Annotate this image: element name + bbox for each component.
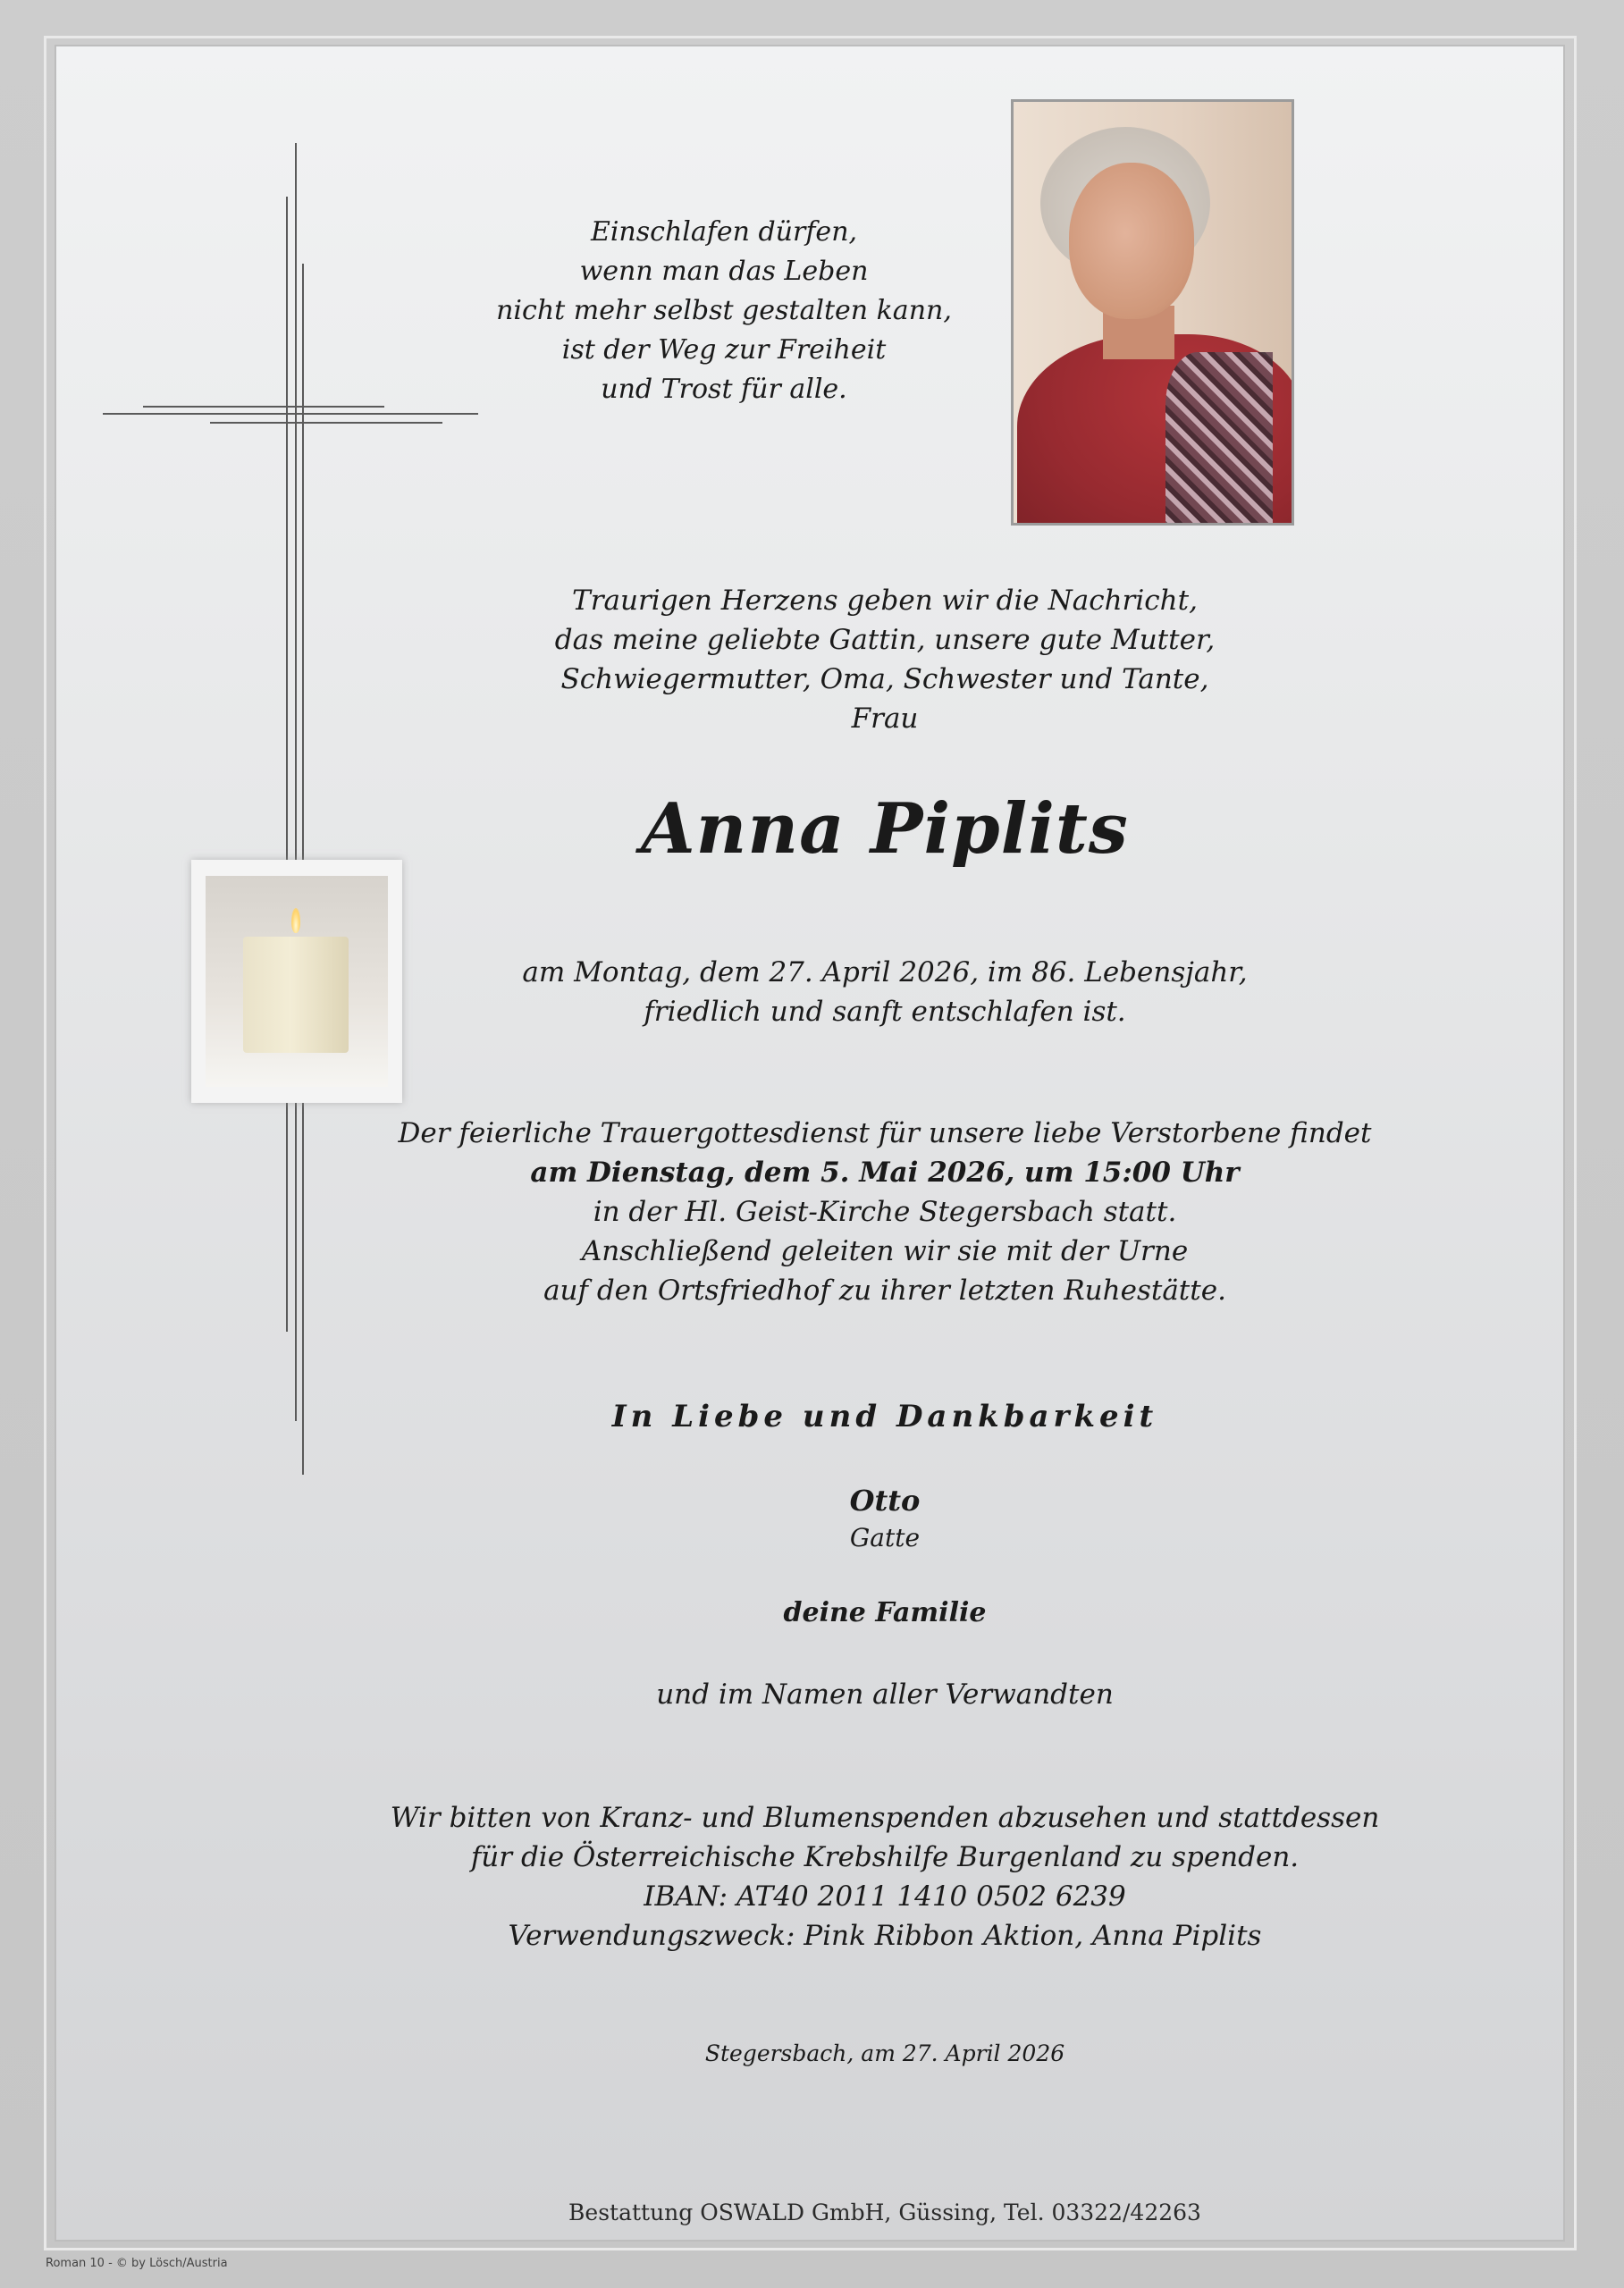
love-and-gratitude: In Liebe und Dankbarkeit (611, 1399, 1158, 1434)
donation-line: Wir bitten von Kranz- und Blumenspenden abzusehen und stattdessen (390, 1802, 1380, 1834)
portrait-photo (1011, 99, 1294, 526)
death-date (340, 953, 1430, 1031)
undertaker: Bestattung OSWALD GmbH, Güssing, Tel. 03322/42263 (568, 2200, 1201, 2225)
verse-line: ist der Weg zur Freiheit (561, 334, 887, 366)
intro-line: Frau (851, 702, 919, 735)
verse-line: und Trost für alle. (601, 374, 847, 405)
relatives: und im Namen aller Verwandten (656, 1678, 1114, 1711)
verse-line: nicht mehr selbst gestalten kann, (496, 295, 952, 326)
service-line: Anschließend geleiten wir sie mit der Urne (581, 1235, 1189, 1267)
intro-line: Traurigen Herzens geben wir die Nachricht, (572, 585, 1198, 617)
payment-reference: Verwendungszweck: Pink Ribbon Aktion, Anna Piplits (508, 1920, 1262, 1952)
imprint: Roman 10 - © by Lösch/Austria (46, 2257, 228, 2270)
donation-request (340, 1798, 1430, 1956)
verse-line: wenn man das Leben (579, 256, 869, 287)
service-line: Der feierliche Trauergottesdienst für unsere liebe Verstorbene findet (398, 1117, 1372, 1149)
intro-line: Schwiegermutter, Oma, Schwester und Tante, (560, 663, 1209, 695)
death-line: friedlich und sanft entschlafen ist. (644, 996, 1126, 1028)
iban: IBAN: AT40 2011 1410 0502 6239 (644, 1880, 1126, 1913)
flame-icon (291, 908, 300, 933)
place-date: Stegersbach, am 27. April 2026 (704, 2040, 1065, 2066)
service-line: in der Hl. Geist-Kirche Stegersbach statt. (593, 1196, 1177, 1228)
donation-line: für die Österreichische Krebshilfe Burgenland zu spenden. (470, 1841, 1300, 1873)
candle-icon (243, 937, 349, 1053)
verse (483, 213, 965, 409)
announcement-intro (340, 581, 1430, 738)
funeral-service (340, 1114, 1430, 1310)
deceased-name: Anna Piplits (641, 788, 1129, 870)
intro-line: das meine geliebte Gattin, unsere gute Mutter, (554, 624, 1216, 656)
death-line: am Montag, dem 27. April 2026, im 86. Lebensjahr, (522, 956, 1248, 988)
service-date: am Dienstag, dem 5. Mai 2026, um 15:00 Uhr (530, 1157, 1240, 1189)
verse-line: Einschlafen dürfen, (590, 216, 858, 248)
husband-role: Gatte (849, 1523, 921, 1552)
husband-name: Otto (849, 1484, 921, 1518)
family: deine Familie (783, 1597, 987, 1628)
service-line: auf den Ortsfriedhof zu ihrer letzten Ruhestätte. (543, 1274, 1226, 1307)
